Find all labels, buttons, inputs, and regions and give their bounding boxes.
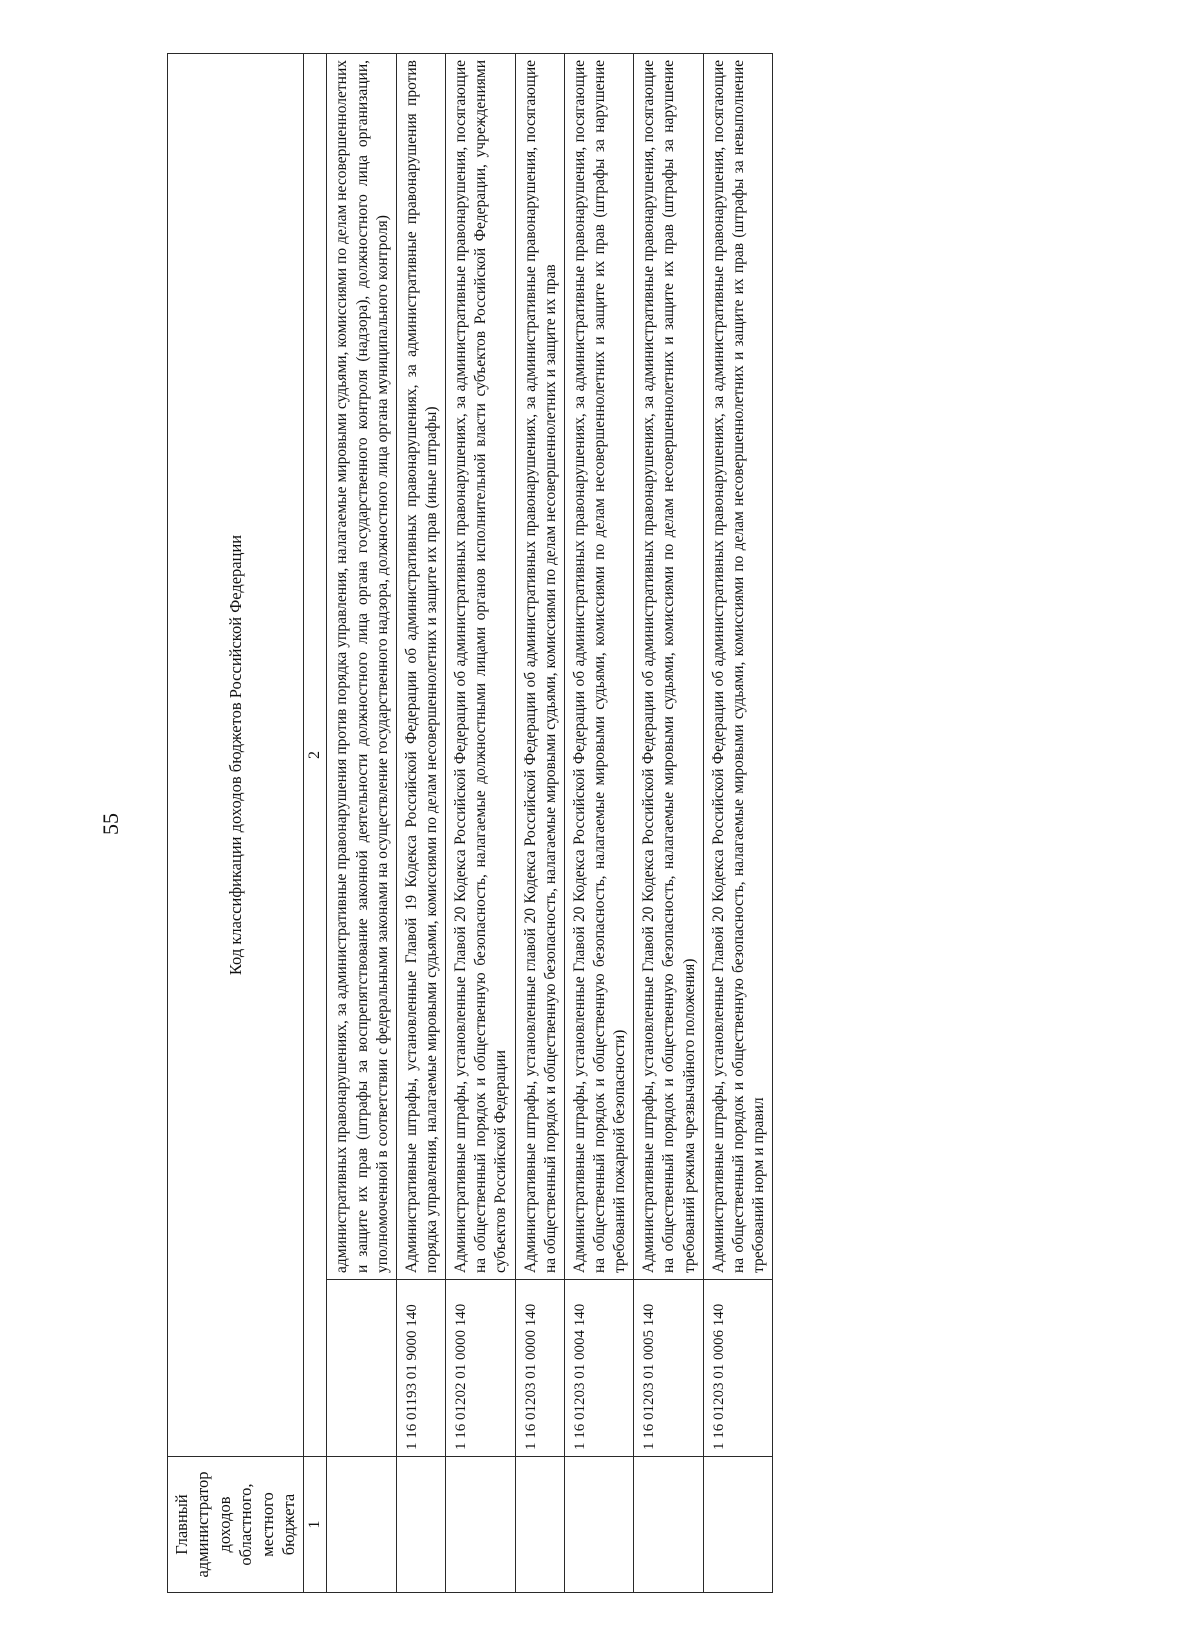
admin-cell xyxy=(446,1457,515,1593)
code-cell: 1 16 01203 01 0004 140 xyxy=(564,1280,633,1457)
admin-cell xyxy=(515,1457,564,1593)
code-cell: 1 16 01203 01 0000 140 xyxy=(515,1280,564,1457)
table-row xyxy=(515,54,564,1593)
admin-cell xyxy=(396,1457,445,1593)
kbk-column-header: Код классификации доходов бюджетов Российской Федерации xyxy=(168,54,304,1457)
column-number-2: 2 xyxy=(303,54,327,1457)
code-cell: 1 16 01203 01 0006 140 xyxy=(703,1280,772,1457)
code-cell: 1 16 01202 01 0000 140 xyxy=(446,1280,515,1457)
admin-cell xyxy=(327,1457,396,1593)
table-row xyxy=(327,54,396,1593)
description-cell: Административные штрафы, установленные Главой 20 Кодекса Российской Федерации об административных правонарушениях, за административные правонарушения, посягающие на общественный порядок и общественную безопасность, налагаемые мировыми судьями, комиссиями по делам несовершеннолетних и защите их прав (штрафы за невыполнение требований норм и правил xyxy=(703,54,772,1280)
code-cell: 1 16 01203 01 0005 140 xyxy=(634,1280,703,1457)
page-number: 55 xyxy=(98,813,123,835)
table-row xyxy=(564,54,633,1593)
admin-cell xyxy=(703,1457,772,1593)
table-row xyxy=(446,54,515,1593)
admin-column-header: Главный администратор доходов областного, местного бюджета xyxy=(168,1457,304,1593)
table-header-row xyxy=(168,54,304,1593)
description-cell: Административные штрафы, установленные Главой 20 Кодекса Российской Федерации об административных правонарушениях, за административные правонарушения, посягающие на общественный порядок и общественную безопасность, налагаемые должностными лицами органов исполнительной власти субъектов Российской Федерации, учреждениями субъектов Российской Федерации xyxy=(446,54,515,1280)
table-row xyxy=(634,54,703,1593)
column-number-1: 1 xyxy=(303,1457,327,1593)
table-body xyxy=(327,54,773,1593)
table-row xyxy=(396,54,445,1593)
admin-cell xyxy=(564,1457,633,1593)
admin-cell xyxy=(634,1457,703,1593)
description-cell: административных правонарушениях, за административные правонарушения против порядка управления, налагаемые мировыми судьями, комиссиями по делам несовершеннолетних и защите их прав (штрафы за воспрепятствование законной деятельности должностного лица органа государственного контроля (надзора), должностного лица организации, уполномоченной в соответствии с федеральными законами на осуществление государственного надзора, должностного лица органа муниципального контроля) xyxy=(327,54,396,1280)
rotated-sheet xyxy=(80,53,1120,1595)
column-number-row xyxy=(303,54,327,1593)
table-row xyxy=(703,54,772,1593)
description-cell: Административные штрафы, установленные Главой 20 Кодекса Российской Федерации об административных правонарушениях, за административные правонарушения, посягающие на общественный порядок и общественную безопасность, налагаемые мировыми судьями, комиссиями по делам несовершеннолетних и защите их прав (штрафы за нарушение требований пожарной безопасности) xyxy=(564,54,633,1280)
revenue-classification-table xyxy=(167,53,773,1593)
description-cell: Административные штрафы, установленные Главой 19 Кодекса Российской Федерации об административных правонарушениях, за административные правонарушения против порядка управления, налагаемые мировыми судьями, комиссиями по делам несовершеннолетних и защите их прав (иные штрафы) xyxy=(396,54,445,1280)
description-cell: Административные штрафы, установленные главой 20 Кодекса Российской Федерации об административных правонарушениях, за административные правонарушения, посягающие на общественный порядок и общественную безопасность, налагаемые мировыми судьями, комиссиями по делам несовершеннолетних и защите их прав xyxy=(515,54,564,1280)
description-cell: Административные штрафы, установленные Главой 20 Кодекса Российской Федерации об административных правонарушениях, за административные правонарушения, посягающие на общественный порядок и общественную безопасность, налагаемые мировыми судьями, комиссиями по делам несовершеннолетних и защите их прав (штрафы за нарушение требований режима чрезвычайного положения) xyxy=(634,54,703,1280)
code-cell: 1 16 01193 01 9000 140 xyxy=(396,1280,445,1457)
code-cell xyxy=(327,1280,396,1457)
